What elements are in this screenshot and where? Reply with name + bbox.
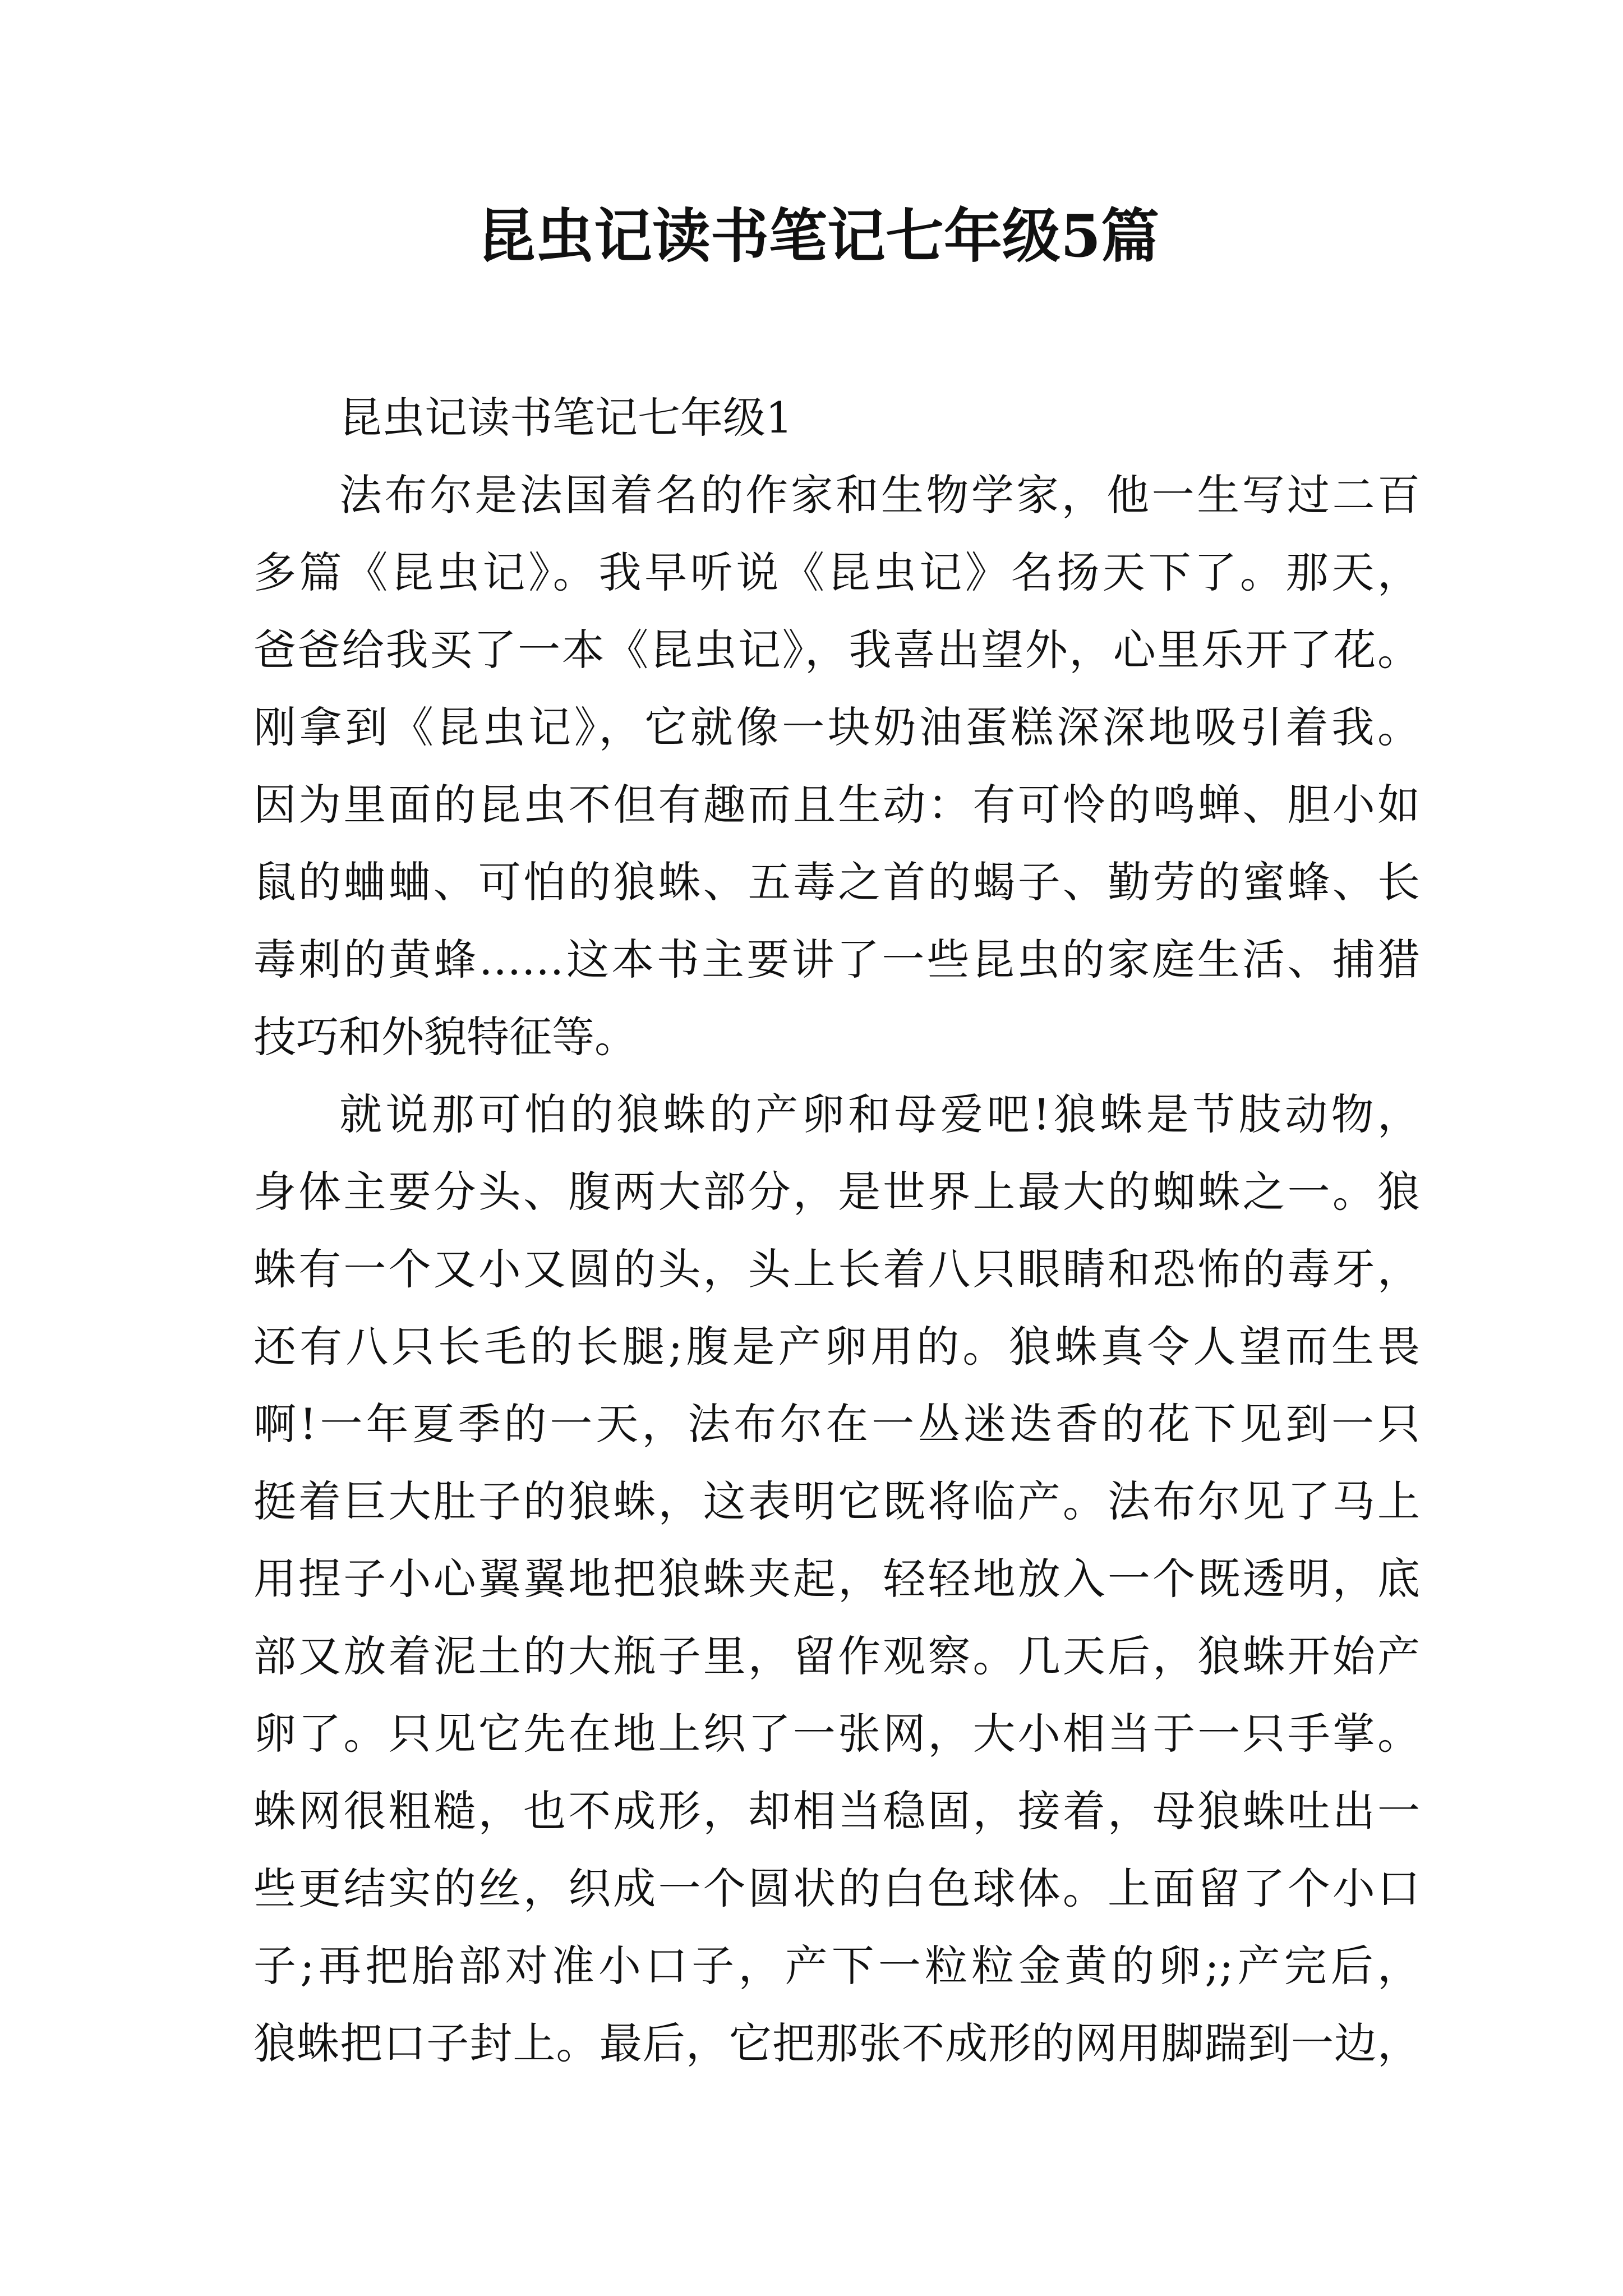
document-body: [253, 379, 1420, 2082]
document-title: 昆虫记读书笔记七年级5篇: [477, 201, 1160, 270]
text-line: 用捏子小心翼翼地把狼蛛夹起，轻轻地放入一个既透明，底: [253, 1554, 1420, 1604]
paragraph-2: [253, 1076, 1420, 2082]
text-line: 些更结实的丝，织成一个圆状的白色球体。上面留了个小口: [253, 1864, 1420, 1913]
text-line: 啊!一年夏季的一天，法布尔在一丛迷迭香的花下见到一只: [253, 1399, 1420, 1449]
text-line: 技巧和外貌特征等。: [253, 1012, 637, 1062]
text-line: 蛛有一个又小又圆的头，头上长着八只眼睛和恐怖的毒牙，: [253, 1244, 1420, 1294]
text-line: 卵了。只见它先在地上织了一张网，大小相当于一只手掌。: [253, 1709, 1420, 1759]
text-line: 刚拿到《昆虫记》，它就像一块奶油蛋糕深深地吸引着我。: [253, 702, 1420, 752]
text-line: 子;再把胎部对准小口子，产下一粒粒金黄的卵;;产完后，: [253, 1941, 1420, 1991]
text-line: 身体主要分头、腹两大部分，是世界上最大的蜘蛛之一。狼: [253, 1167, 1420, 1217]
text-line: 法布尔是法国着名的作家和生物学家，他一生写过二百: [339, 470, 1420, 520]
text-line: 鼠的蛐蛐、可怕的狼蛛、五毒之首的蝎子、勤劳的蜜蜂、长: [253, 857, 1420, 907]
text-line: 就说那可怕的狼蛛的产卵和母爱吧!狼蛛是节肢动物，: [339, 1089, 1420, 1139]
text-line: 蛛网很粗糙，也不成形，却相当稳固，接着，母狼蛛吐出一: [253, 1786, 1420, 1836]
text-line: 爸爸给我买了一本《昆虫记》，我喜出望外，心里乐开了花。: [253, 625, 1420, 675]
text-line: 部又放着泥土的大瓶子里，留作观察。几天后，狼蛛开始产: [253, 1631, 1420, 1681]
paragraph-1: [253, 457, 1420, 1076]
text-line: 还有八只长毛的长腿;腹是产卵用的。狼蛛真令人望而生畏: [253, 1322, 1420, 1372]
text-line: 多篇《昆虫记》。我早听说《昆虫记》名扬天下了。那天，: [253, 547, 1420, 597]
section-heading: 昆虫记读书笔记七年级1: [339, 393, 793, 443]
text-line: 狼蛛把口子封上。最后，它把那张不成形的网用脚踹到一边，: [253, 2018, 1420, 2068]
text-line: 毒刺的黄蜂……这本书主要讲了一些昆虫的家庭生活、捕猎: [253, 935, 1420, 984]
text-line: 挺着巨大肚子的狼蛛，这表明它既将临产。法布尔见了马上: [253, 1476, 1420, 1526]
text-line: 因为里面的昆虫不但有趣而且生动：有可怜的鸣蝉、胆小如: [253, 780, 1420, 830]
